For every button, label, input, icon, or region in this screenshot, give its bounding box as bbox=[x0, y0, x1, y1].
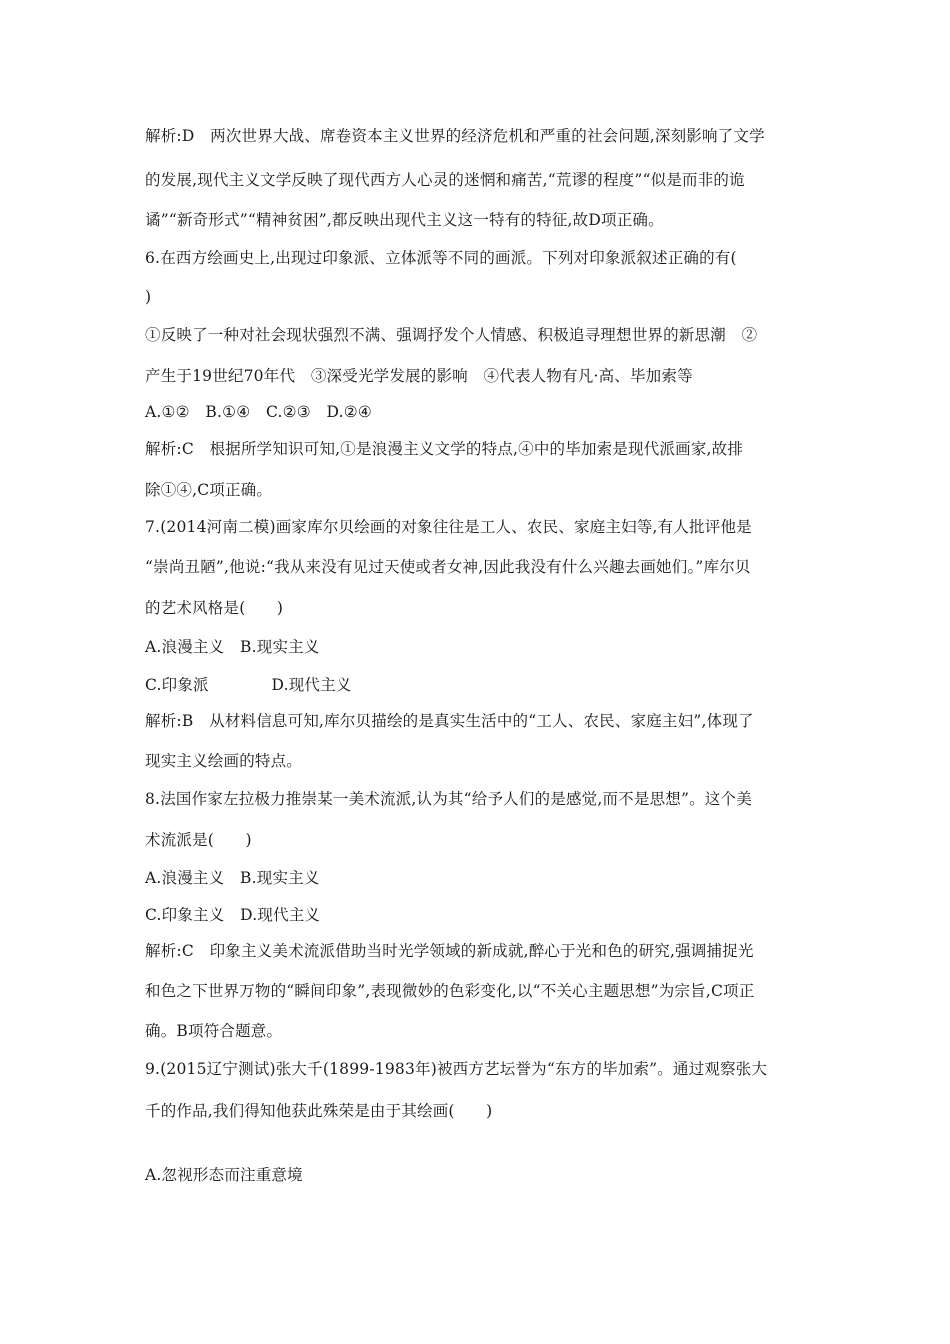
question-8-analysis: 确。B项符合题意。 bbox=[145, 1022, 283, 1040]
text-line: 解析:D 两次世界大战、席卷资本主义世界的经济危机和严重的社会问题,深刻影响了文学 bbox=[145, 127, 765, 145]
question-7-stem: 的艺术风格是( ) bbox=[145, 599, 284, 617]
question-8-options: C.印象主义 D.现代主义 bbox=[145, 906, 321, 924]
question-6-statements: ①反映了一种对社会现状强烈不满、强调抒发个人情感、积极追寻理想世界的新思潮 ② bbox=[145, 326, 758, 344]
question-6-statements: 产生于19世纪70年代 ③深受光学发展的影响 ④代表人物有凡·高、毕加索等 bbox=[145, 367, 693, 385]
question-7-options: A.浪漫主义 B.现实主义 bbox=[145, 638, 320, 656]
question-6-analysis: 解析:C 根据所学知识可知,①是浪漫主义文学的特点,④中的毕加索是现代派画家,故排 bbox=[145, 440, 744, 458]
question-6-paren: ) bbox=[145, 288, 152, 306]
question-7-analysis: 解析:B 从材料信息可知,库尔贝描绘的是真实生活中的“工人、农民、家庭主妇”,体现了 bbox=[145, 712, 754, 730]
question-6-analysis: 除①④,C项正确。 bbox=[145, 481, 273, 499]
question-8-stem: 8.法国作家左拉极力推崇某一美术流派,认为其“给予人们的是感觉,而不是思想”。这个美 bbox=[145, 790, 752, 808]
question-8-options: A.浪漫主义 B.现实主义 bbox=[145, 869, 320, 887]
question-8-stem: 术流派是( ) bbox=[145, 831, 252, 849]
question-6-stem: 6.在西方绘画史上,出现过印象派、立体派等不同的画派。下列对印象派叙述正确的有( bbox=[145, 249, 737, 267]
question-8-analysis: 解析:C 印象主义美术流派借助当时光学领域的新成就,醉心于光和色的研究,强调捕捉光 bbox=[145, 942, 754, 960]
question-9-option-a: A.忽视形态而注重意境 bbox=[145, 1166, 303, 1184]
question-9-stem: 9.(2015辽宁测试)张大千(1899-1983年)被西方艺坛誉为“东方的毕加索”。通过观察张大 bbox=[145, 1060, 768, 1078]
text-line: 的发展,现代主义文学反映了现代西方人心灵的迷惘和痛苦,“荒谬的程度”“似是而非的诡 bbox=[145, 171, 745, 189]
question-6-options: A.①② B.①④ C.②③ D.②④ bbox=[145, 403, 372, 421]
question-9-stem: 千的作品,我们得知他获此殊荣是由于其绘画( ) bbox=[145, 1102, 493, 1120]
question-7-options: C.印象派 D.现代主义 bbox=[145, 676, 352, 694]
question-8-analysis: 和色之下世界万物的“瞬间印象”,表现微妙的色彩变化,以“不关心主题思想”为宗旨,C项正 bbox=[145, 982, 755, 1000]
question-7-analysis: 现实主义绘画的特点。 bbox=[145, 752, 303, 770]
question-7-stem: 7.(2014河南二模)画家库尔贝绘画的对象往往是工人、农民、家庭主妇等,有人批评他是 bbox=[145, 518, 752, 536]
text-line: 谲”“新奇形式”“精神贫困”,都反映出现代主义这一特有的特征,故D项正确。 bbox=[145, 211, 664, 229]
question-7-stem: “崇尚丑陋”,他说:“我从来没有见过天使或者女神,因此我没有什么兴趣去画她们。”库尔贝 bbox=[145, 558, 751, 576]
